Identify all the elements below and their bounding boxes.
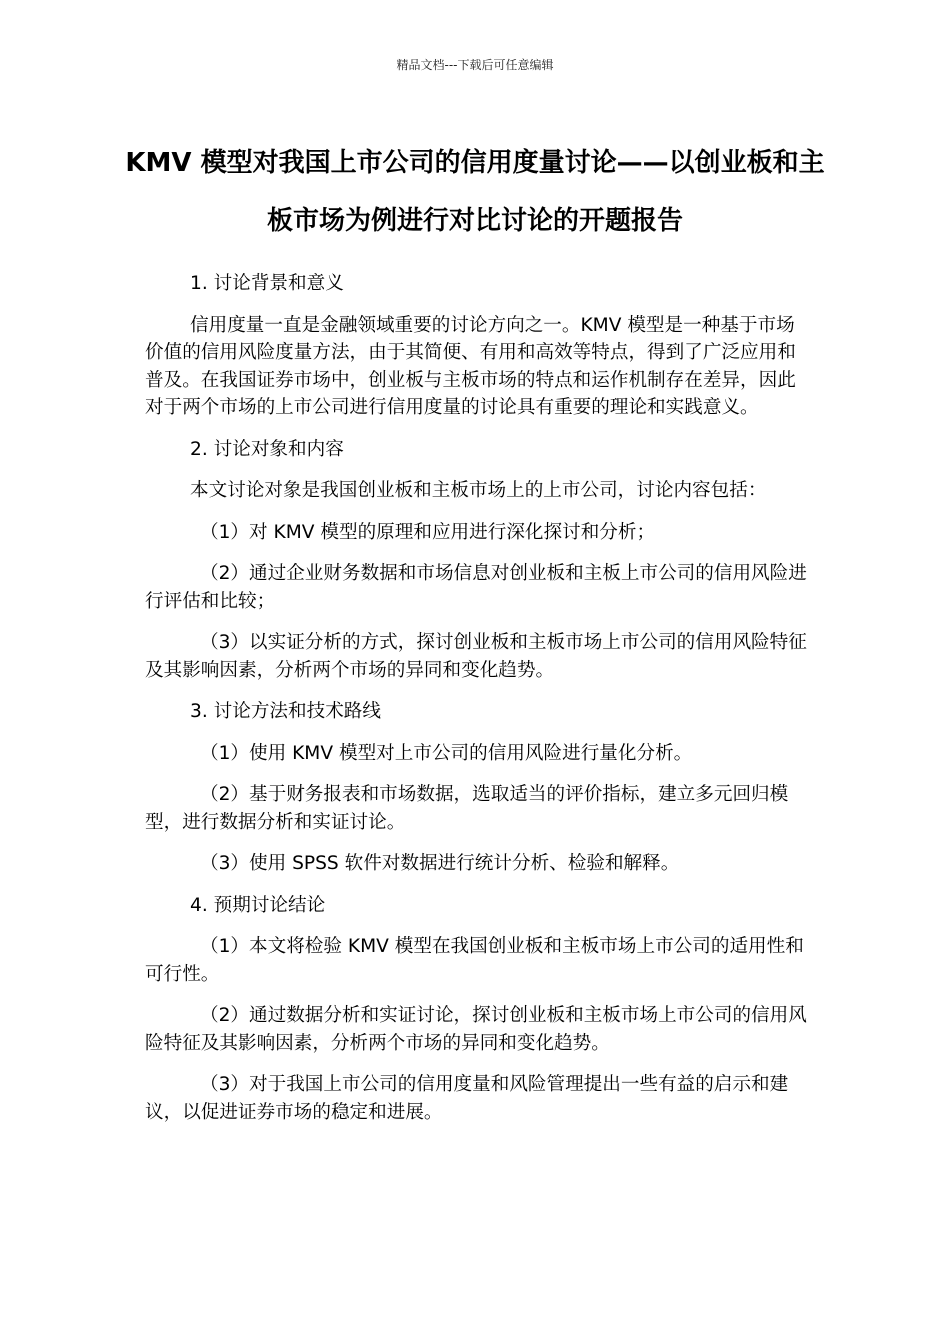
list-item: （3）以实证分析的方式，探讨创业板和主板市场上市公司的信用风险特征及其影响因素，分析两个市场的异同和变化趋势。	[145, 632, 807, 681]
section-heading-methods: 3. 讨论方法和技术路线	[190, 701, 381, 722]
list-item: （1）本文将检验 KMV 模型在我国创业板和主板市场上市公司的适用性和可行性。	[145, 936, 804, 985]
list-item: （1）使用 KMV 模型对上市公司的信用风险进行量化分析。	[200, 742, 693, 764]
list-item: （3）使用 SPSS 软件对数据进行统计分析、检验和解释。	[200, 853, 680, 874]
list-item: （3）对于我国上市公司的信用度量和风险管理提出一些有益的启示和建议，以促进证券市场的稳定和进展。	[145, 1074, 789, 1123]
section-heading-objects: 2. 讨论对象和内容	[190, 438, 344, 460]
document-title: KMV 模型对我国上市公司的信用度量讨论——以创业板和主板市场为例进行对比讨论的开题报告	[125, 148, 825, 236]
section-heading-conclusions: 4. 预期讨论结论	[190, 894, 326, 916]
list-item: （1）对 KMV 模型的原理和应用进行深化探讨和分析；	[200, 521, 656, 543]
paragraph-background: 信用度量一直是金融领域重要的讨论方向之一。KMV 模型是一种基于市场价值的信用风险度量方法，由于其简便、有用和高效等特点，得到了广泛应用和普及。在我国证券市场中，创业板与主板市场的特点和运作机制存在差异，因此对于两个市场的上市公司进行信用度量的讨论具有重要的理论和实践意义。	[145, 314, 796, 418]
header-note: 精品文档---下载后可任意编辑	[396, 58, 554, 72]
document-body	[145, 270, 807, 1126]
paragraph-objects: 本文讨论对象是我国创业板和主板市场上的上市公司，讨论内容包括：	[190, 480, 767, 501]
list-item: （2）通过数据分析和实证讨论，探讨创业板和主板市场上市公司的信用风险特征及其影响因素，分析两个市场的异同和变化趋势。	[145, 1005, 807, 1054]
list-item: （2）基于财务报表和市场数据，选取适当的评价指标，建立多元回归模型，进行数据分析和实证讨论。	[145, 784, 789, 833]
list-item: （2）通过企业财务数据和市场信息对创业板和主板上市公司的信用风险进行评估和比较；	[145, 563, 807, 612]
section-heading-background: 1. 讨论背景和意义	[190, 273, 344, 294]
